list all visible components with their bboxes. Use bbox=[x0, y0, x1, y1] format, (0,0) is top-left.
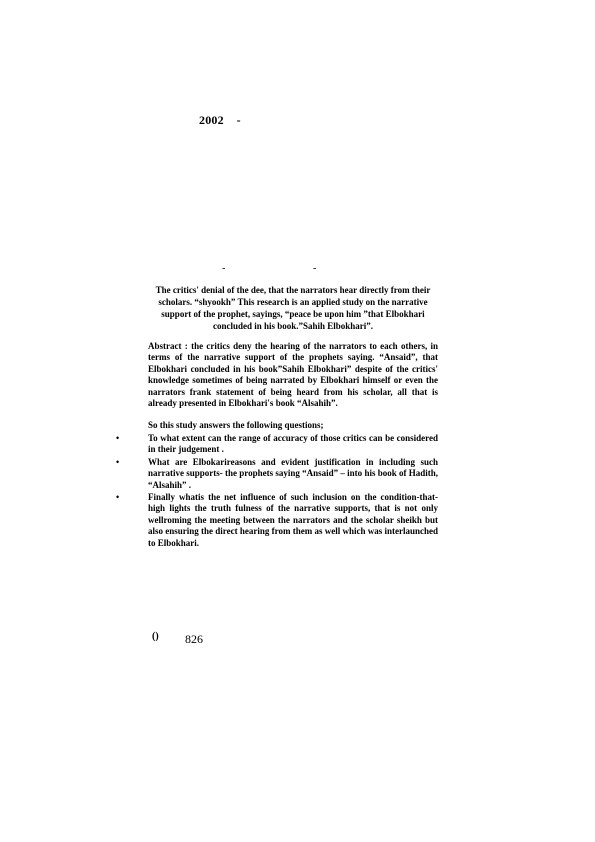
question-item bbox=[112, 492, 438, 549]
page-number: 826 bbox=[185, 632, 203, 646]
title-dash-left: - bbox=[222, 263, 226, 274]
bullet-icon: • bbox=[116, 492, 120, 502]
bullet-icon: • bbox=[116, 433, 120, 443]
question-list bbox=[112, 492, 438, 549]
question-text: Finally whatis the net influence of such inclusion on the condition-that- high lights the truth fulness of the narrative supports, that is not only wellroming the meeting between the narrators and the scholar sheikh but also ensuring the direct hearing from them as well which was interlaunched to Elbokhari. bbox=[148, 492, 438, 548]
footer-mark: () bbox=[152, 631, 159, 642]
english-title: The critics' denial of the dee, that the narrators hear directly from their scholars. “shyookh” This research is an applied study on the narrative support of the prophet, sayings, “peace be upon him ”that Elbokhari concluded in his book.”Sahih Elbokhari”. bbox=[155, 285, 431, 331]
title-dash-right: - bbox=[313, 263, 317, 274]
questions-intro: So this study answers the following questions; bbox=[148, 420, 324, 430]
issue-year-line: 2002 - bbox=[199, 113, 241, 127]
abstract-paragraph: Abstract : the critics deny the hearing of the narrators to each others, in terms of the narrative support of the prophets saying. “Ansaid”, that Elbokhari concluded in his book”Sahih Elbokhari” despite of the critics' knowledge sometimes of being narrated by Elbokhari himself or even the narrators frank statement of being heard from his scholar, all that is already presented in Elbokhari's book “Alsahih”. bbox=[148, 341, 438, 409]
bullet-icon: • bbox=[116, 457, 120, 467]
abstract-section bbox=[148, 341, 438, 409]
question-list bbox=[112, 433, 438, 456]
question-text: To what extent can the range of accuracy of those critics can be considered in their judgement . bbox=[148, 433, 438, 455]
question-text: What are Elbokarireasons and evident justification in including such narrative supports- the prophets saying “Ansaid” – into his book of Hadith, “Alsahih” . bbox=[148, 457, 438, 490]
question-list bbox=[112, 457, 438, 491]
question-item bbox=[112, 433, 438, 456]
question-item bbox=[112, 457, 438, 491]
